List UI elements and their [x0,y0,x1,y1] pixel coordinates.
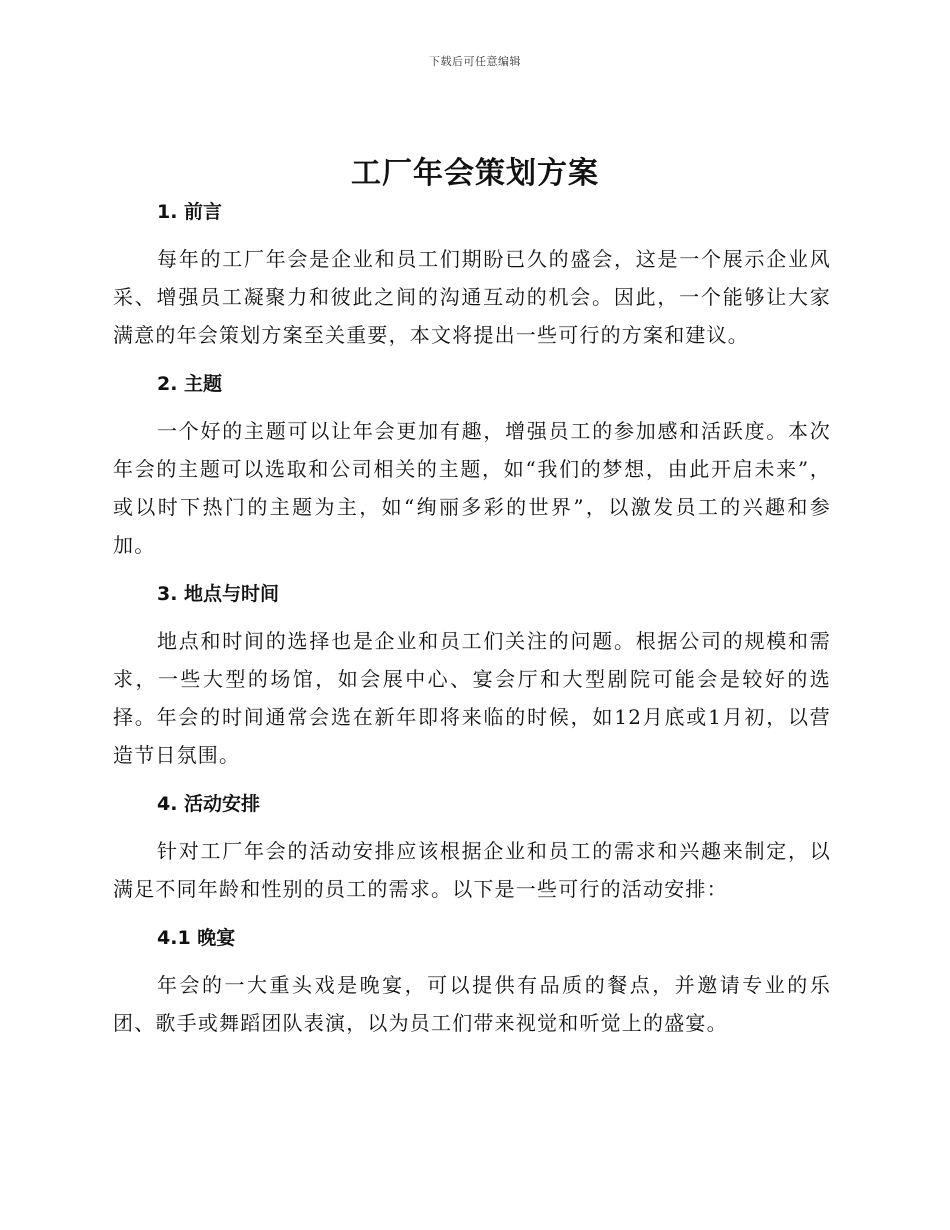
section-heading-preface: 1. 前言 [157,201,223,223]
section-paragraph-activities: 针对工厂年会的活动安排应该根据企业和员工的需求和兴趣来制定，以满足不同年龄和性别的员工的需求。以下是一些可行的活动安排： [113,839,831,901]
section-heading-location-time: 3. 地点与时间 [157,583,280,605]
section-paragraph-theme: 一个好的主题可以让年会更加有趣，增强员工的参加感和活跃度。本次年会的主题可以选取和公司相关的主题，如“我们的梦想，由此开启未来”，或以时下热门的主题为主，如“绚丽多彩的世界”，以激发员工的兴趣和参加。 [113,419,831,557]
section-heading-theme: 2. 主题 [157,373,223,395]
section-paragraph-preface: 每年的工厂年会是企业和员工们期盼已久的盛会，这是一个展示企业风采、增强员工凝聚力和彼此之间的沟通互动的机会。因此，一个能够让大家满意的年会策划方案至关重要，本文将提出一些可行的方案和建议。 [113,247,831,347]
section-paragraph-location-time: 地点和时间的选择也是企业和员工们关注的问题。根据公司的规模和需求，一些大型的场馆，如会展中心、宴会厅和大型剧院可能会是较好的选择。年会的时间通常会选在新年即将来临的时候，如12月底或1月初，以营造节日氛围。 [113,629,831,767]
section-heading-activities: 4. 活动安排 [157,793,261,815]
section-paragraph-dinner: 年会的一大重头戏是晚宴，可以提供有品质的餐点，并邀请专业的乐团、歌手或舞蹈团队表演，以为员工们带来视觉和听觉上的盛宴。 [113,973,831,1035]
header-note: 下载后可任意编辑 [429,55,521,68]
document-title: 工厂年会策划方案 [351,156,599,191]
section-heading-dinner: 4.1 晚宴 [157,927,236,949]
document-body [113,196,831,1056]
